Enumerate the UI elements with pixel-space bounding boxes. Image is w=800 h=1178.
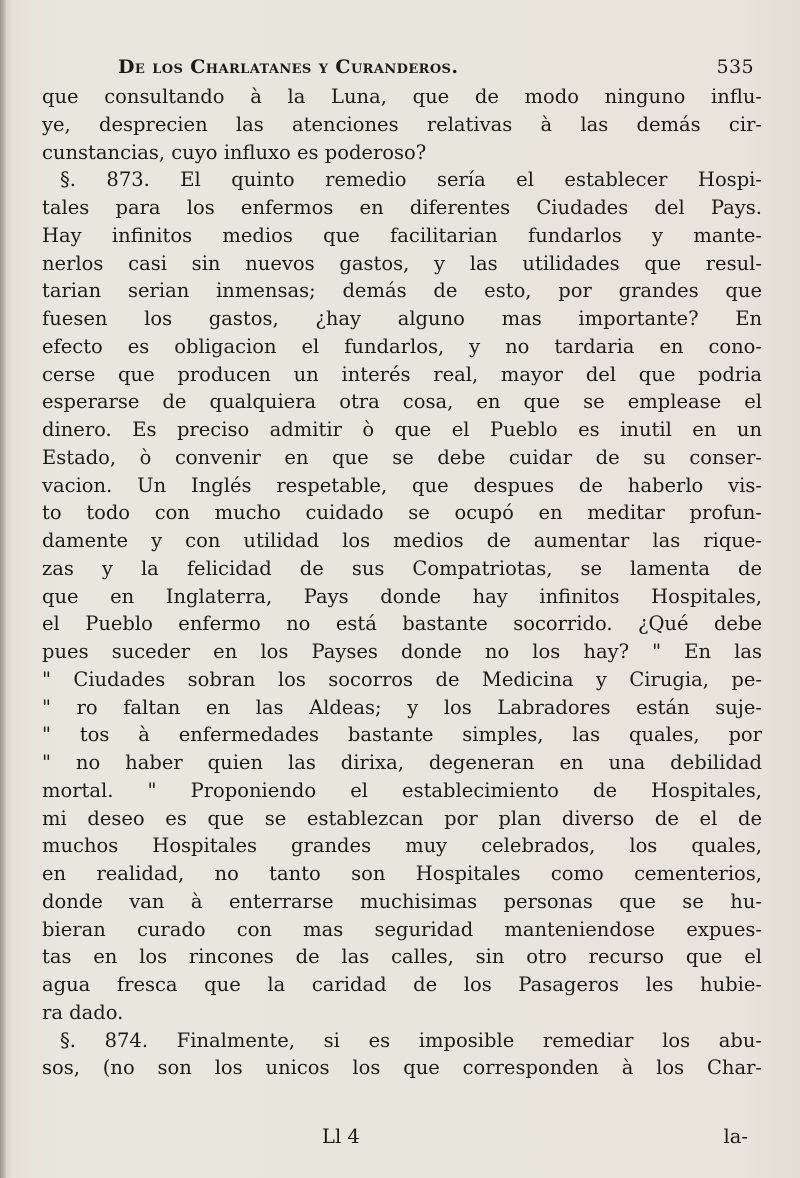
text-line: ye, desprecien las atenciones relativas à las demás cir- — [42, 112, 762, 136]
quoted-line: " Ciudades sobran los socorros de Medicina y Cirugia, pe- — [42, 667, 762, 691]
text-line: en realidad, no tanto son Hospitales como cementerios, — [42, 862, 762, 885]
text-line: mi deseo es que se establezcan por plan diverso de el de — [42, 806, 762, 830]
text-line: tales para los enfermos en diferentes Ciudades del Pays. — [42, 196, 762, 219]
text-line: muchos Hospitales grandes muy celebrados, los quales, — [42, 834, 762, 858]
paragraph-start-874: §. 874. Finalmente, si es imposible remediar los abu- — [60, 1028, 762, 1052]
text-line: tarian serian inmensas; demás de esto, por grandes que — [42, 279, 762, 303]
text-line: bieran curado con mas seguridad manteniendose expues- — [42, 917, 762, 941]
text-line: zas y la felicidad de sus Compatriotas, se lamenta de — [42, 556, 762, 580]
text-line: agua fresca que la caridad de los Pasageros les hubie- — [42, 973, 762, 996]
text-line: nerlos casi sin nuevos gastos, y las utilidades que resul- — [42, 251, 762, 275]
text-line: tas en los rincones de las calles, sin otro recurso que el — [42, 945, 762, 969]
paragraph-start-873: §. 873. El quinto remedio sería el establecer Hospi- — [60, 168, 762, 192]
quoted-line: " ro faltan en las Aldeas; y los Labradores están suje- — [42, 695, 762, 719]
page-gutter — [0, 0, 6, 1178]
text-line: Estado, ò convenir en que se debe cuidar de su conser- — [42, 445, 762, 469]
page-header — [118, 50, 778, 84]
text-line: que en Inglaterra, Pays donde hay infinitos Hospitales, — [42, 584, 762, 608]
page-number: 535 — [716, 56, 754, 78]
text-line: el Pueblo enfermo no está bastante socorrido. ¿Qué debe — [42, 612, 762, 636]
text-line: ra dado. — [42, 1000, 124, 1024]
catchword: la- — [723, 1125, 748, 1148]
text-line: donde van à enterrarse muchisimas personas que se hu- — [42, 889, 762, 913]
text-line: fuesen los gastos, ¿hay alguno mas importante? En — [42, 307, 762, 330]
text-line: esperarse de qualquiera otra cosa, en que se emplease el — [42, 390, 762, 414]
page-footer — [42, 1125, 762, 1155]
text-line: mortal. " Proponiendo el establecimiento de Hospitales, — [42, 778, 762, 802]
text-line: cerse que producen un interés real, mayor del que podria — [42, 362, 762, 386]
text-line: Hay infinitos medios que facilitarian fundarlos y mante- — [42, 223, 762, 247]
text-line: que consultando à la Luna, que de modo ninguno influ- — [42, 85, 762, 108]
quoted-line: " no haber quien las dirixa, degeneran en una debilidad — [42, 751, 762, 774]
text-line: to todo con mucho cuidado se ocupó en meditar profun- — [42, 501, 762, 525]
text-line: cunstancias, cuyo influxo es poderoso? — [42, 140, 427, 164]
text-line: sos, (no son los unicos los que corresponden à los Char- — [42, 1056, 762, 1080]
running-title: De los Charlatanes y Curanderos. — [118, 56, 459, 78]
text-line: dinero. Es preciso admitir ò que el Pueblo es inutil en un — [42, 418, 762, 441]
text-line: efecto es obligacion el fundarlos, y no tardaria en cono- — [42, 334, 762, 358]
text-line: vacion. Un Inglés respetable, que despues de haberlo vis- — [42, 473, 762, 497]
signature-mark: Ll 4 — [322, 1125, 360, 1148]
text-line: damente y con utilidad los medios de aumentar las rique- — [42, 529, 762, 552]
quoted-line: " tos à enfermedades bastante simples, las quales, por — [42, 723, 762, 747]
text-line: pues suceder en los Payses donde no los hay? " En las — [42, 640, 762, 663]
body-text — [42, 83, 762, 1082]
